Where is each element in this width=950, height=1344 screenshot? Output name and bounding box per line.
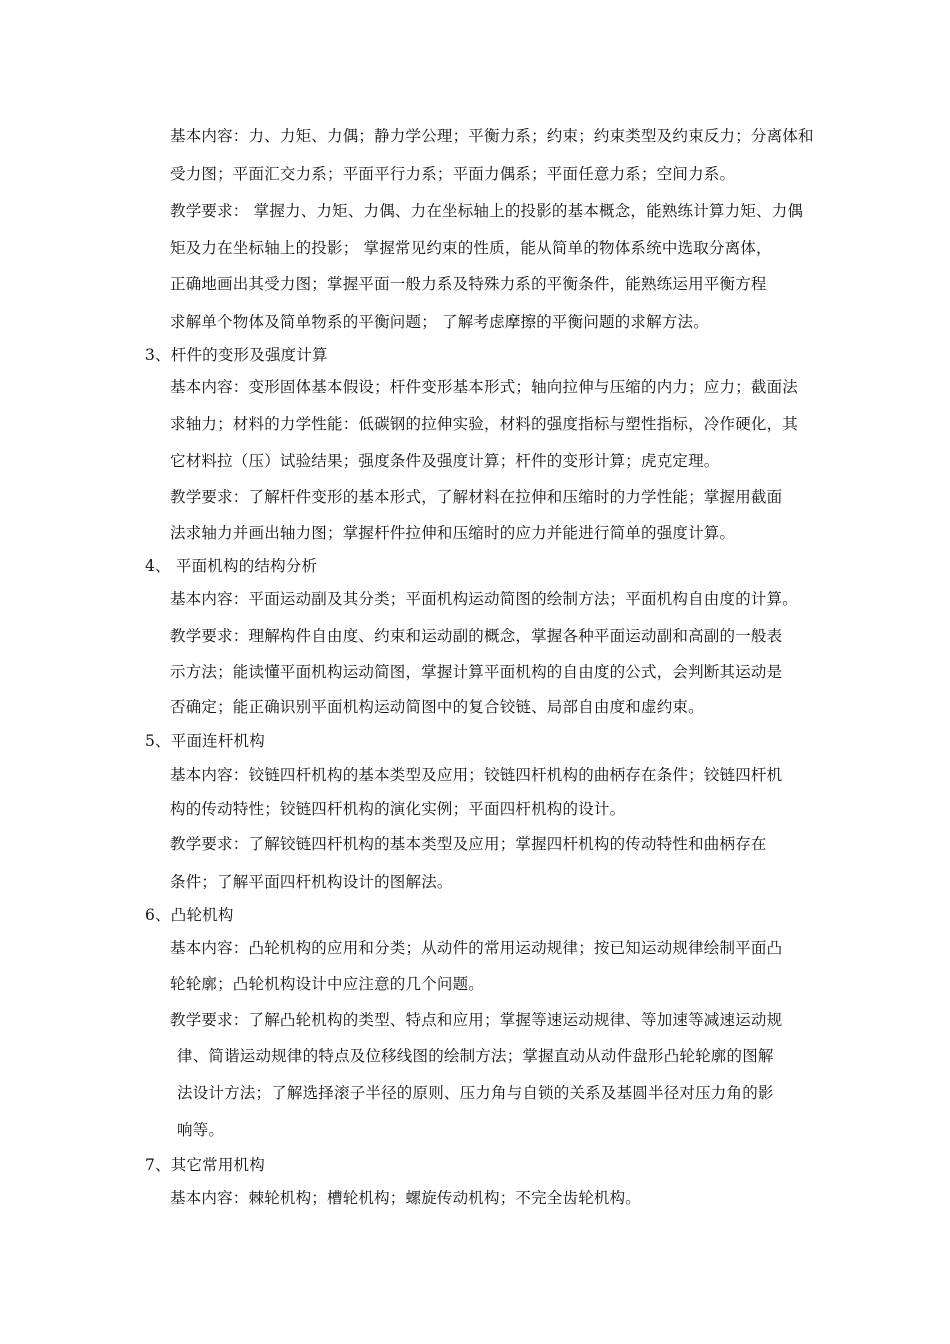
s6-requirement-line-3: 法设计方法；了解选择滚子半径的原则、压力角与自锁的关系及基圆半径对压力角的影 [177,1084,774,1102]
s6-content-line-2: 轮轮廓；凸轮机构设计中应注意的几个问题。 [170,975,485,993]
s7-heading: 7、其它常用机构 [145,1156,265,1174]
s3-requirement-line-2: 法求轴力并画出轴力图；掌握杆件拉伸和压缩时的应力并能进行简单的强度计算。 [170,524,736,542]
s4-requirement-line-2: 示方法；能读懂平面机构运动简图，掌握计算平面机构的自由度的公式，会判断其运动是 [170,663,783,681]
s3-requirement-line-1: 教学要求：了解杆件变形的基本形式，了解材料在拉伸和压缩时的力学性能；掌握用截面 [170,488,783,506]
s4-requirement-line-3: 否确定；能正确识别平面机构运动简图中的复合铰链、局部自由度和虚约束。 [170,698,704,716]
s5-heading: 5、平面连杆机构 [145,732,265,750]
s4-requirement-line-1: 教学要求：理解构件自由度、约束和运动副的概念，掌握各种平面运动副和高副的一般表 [170,627,783,645]
s6-requirement-line-1: 教学要求：了解凸轮机构的类型、特点和应用；掌握等速运动规律、等加速等减速运动规 [170,1011,783,1029]
s3-content-line-3: 它材料拉（压）试验结果；强度条件及强度计算；杆件的变形计算；虎克定理。 [170,452,720,470]
s2-requirement-line-2: 矩及力在坐标轴上的投影； 掌握常见约束的性质，能从简单的物体系统中选取分离体， [170,239,772,257]
s4-content-line-1: 基本内容：平面运动副及其分类；平面机构运动简图的绘制方法；平面机构自由度的计算。 [170,590,799,608]
s4-heading: 4、 平面机构的结构分析 [145,557,318,575]
s5-requirement-line-1: 教学要求：了解铰链四杆机构的基本类型及应用；掌握四杆机构的传动特性和曲柄存在 [170,835,767,853]
s2-content-line-2: 受力图；平面汇交力系；平面平行力系；平面力偶系；平面任意力系；空间力系。 [170,165,736,183]
s6-heading: 6、凸轮机构 [145,906,234,924]
s5-content-line-2: 构的传动特性；铰链四杆机构的演化实例；平面四杆机构的设计。 [170,800,626,818]
s5-content-line-1: 基本内容：铰链四杆机构的基本类型及应用；铰链四杆机构的曲柄存在条件；铰链四杆机 [170,766,783,784]
s3-heading: 3、杆件的变形及强度计算 [145,346,328,364]
s5-requirement-line-2: 条件；了解平面四杆机构设计的图解法。 [170,873,453,891]
s2-content-line-1: 基本内容：力、力矩、力偶；静力学公理；平衡力系；约束；约束类型及约束反力；分离体和 [170,127,814,145]
s2-requirement-line-4: 求解单个物体及简单物系的平衡问题； 了解考虑摩擦的平衡问题的求解方法。 [170,313,709,331]
s3-content-line-1: 基本内容：变形固体基本假设；杆件变形基本形式；轴向拉伸与压缩的内力；应力；截面法 [170,378,799,396]
s3-content-line-2: 求轴力；材料的力学性能：低碳钢的拉伸实验，材料的强度指标与塑性指标，冷作硬化，其 [170,415,799,433]
s6-content-line-1: 基本内容：凸轮机构的应用和分类；从动件的常用运动规律；按已知运动规律绘制平面凸 [170,939,783,957]
s6-requirement-line-2: 律、简谐运动规律的特点及位移线图的绘制方法；掌握直动从动件盘形凸轮轮廓的图解 [177,1047,774,1065]
s6-requirement-line-4: 响等。 [177,1121,225,1139]
s2-requirement-line-1: 教学要求： 掌握力、力矩、力偶、力在坐标轴上的投影的基本概念，能熟练计算力矩、力偶 [170,202,804,220]
s7-content-line-1: 基本内容：棘轮机构；槽轮机构；螺旋传动机构；不完全齿轮机构。 [170,1189,642,1207]
s2-requirement-line-3: 正确地画出其受力图；掌握平面一般力系及特殊力系的平衡条件，能熟练运用平衡方程 [170,275,767,293]
